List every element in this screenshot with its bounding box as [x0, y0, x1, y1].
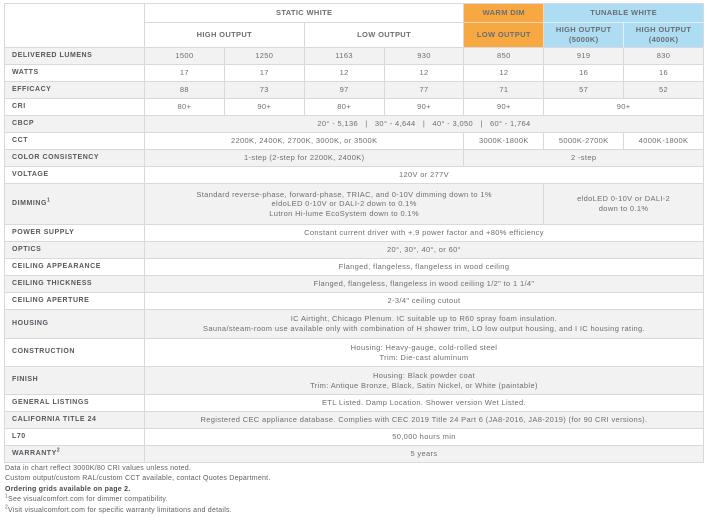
- row-label: CEILING APERTURE: [5, 293, 145, 310]
- spec-value-merged: 2-3/4" ceiling cutout: [145, 293, 704, 310]
- spec-value-merged: 2200K, 2400K, 2700K, 3000K, or 3500K: [145, 133, 464, 150]
- col-high-output-4000k-line2: (4000K): [648, 35, 679, 44]
- group-static-white: STATIC WHITE: [145, 4, 464, 23]
- spec-value-merged: 5 years: [145, 446, 704, 463]
- spec-row-optics: [5, 242, 704, 259]
- spec-value: 17: [145, 65, 225, 82]
- col-high-output-5000k: [544, 23, 624, 48]
- dimming-line: Standard reverse-phase, forward-phase, TRIAC, and 0-10V dimming down to 1%: [196, 189, 492, 199]
- spec-value: 850: [464, 48, 544, 65]
- spec-value: 830: [624, 48, 704, 65]
- spec-value: 80+: [305, 99, 385, 116]
- spec-value: 5000K-2700K: [544, 133, 624, 150]
- spec-row-efficacy: [5, 82, 704, 99]
- row-label: HOUSING: [5, 310, 145, 339]
- spec-value: 88: [145, 82, 225, 99]
- row-label: CALIFORNIA TITLE 24: [5, 412, 145, 429]
- dimming-line: down to 0.1%: [598, 204, 649, 213]
- spec-value-merged: 1-step (2-step for 2200K, 2400K): [145, 150, 464, 167]
- spec-row-general-listings: [5, 395, 704, 412]
- group-tunable-white: TUNABLE WHITE: [544, 4, 704, 23]
- spec-row-voltage: [5, 167, 704, 184]
- spec-value-merged: [145, 310, 704, 339]
- spec-value-merged: Registered CEC appliance database. Complies with CEC 2019 Title 24 Part 6 (JA8-2016, JA8-2019) (for 90 CRI versions).: [145, 412, 704, 429]
- spec-value-merged: ETL Listed. Damp Location. Shower version Wet Listed.: [145, 395, 704, 412]
- row-label: POWER SUPPLY: [5, 225, 145, 242]
- dimming-line: eldoLED 0-10V or DALI-2 down to 0.1%: [271, 199, 417, 209]
- spec-row-l70: [5, 429, 704, 446]
- spec-row-delivered-lumens: [5, 48, 704, 65]
- spec-value: 71: [464, 82, 544, 99]
- row-label: DIMMING$^1$: [5, 184, 145, 225]
- spec-value-merged: 20°, 30°, 40°, or 60°: [145, 242, 704, 259]
- spec-row-cri: [5, 99, 704, 116]
- spec-value: 12: [305, 65, 385, 82]
- footnote-marker: 2: [5, 504, 9, 511]
- finish-line: Housing: Black powder coat: [372, 370, 476, 380]
- spec-row-california-title-24: [5, 412, 704, 429]
- spec-value: 4000K-1800K: [624, 133, 704, 150]
- row-label: COLOR CONSISTENCY: [5, 150, 145, 167]
- spec-value-merged: 20° - 5,136 | 30° - 4,644 | 40° - 3,050 | 60° - 1,764: [145, 116, 704, 133]
- spec-value: 90+: [464, 99, 544, 116]
- dimming-line: eldoLED 0-10V or DALI-2: [577, 194, 671, 204]
- row-label: WARRANTY$^2$: [5, 446, 145, 463]
- spec-value-merged: Flanged, flangeless, flangeless in wood ceiling 1/2" to 1 1/4": [145, 276, 704, 293]
- construction-line: Housing: Heavy-gauge, cold-rolled steel: [350, 342, 498, 352]
- spec-row-cct: [5, 133, 704, 150]
- spec-row-power-supply: [5, 225, 704, 242]
- footnote-dimmer-compatibility: $^1$See visualcomfort.com for dimmer compatibility.: [5, 493, 168, 504]
- spec-value-merged: Constant current driver with +.9 power factor and +80% efficiency: [145, 225, 704, 242]
- footnote-warranty-details: $^2$Visit visualcomfort.com for specific warranty limitations and details.: [5, 504, 232, 514]
- row-label: CONSTRUCTION: [5, 339, 145, 367]
- spec-value-merged: [544, 184, 704, 225]
- row-label: GENERAL LISTINGS: [5, 395, 145, 412]
- spec-value: 930: [385, 48, 465, 65]
- col-high-output-5000k-line1: HIGH OUTPUT: [555, 25, 612, 35]
- spec-value-merged: [145, 339, 704, 367]
- spec-value: 90+: [385, 99, 465, 116]
- spec-value: 57: [544, 82, 624, 99]
- footnote-marker: 2: [56, 447, 61, 454]
- col-warm-low-output: LOW OUTPUT: [464, 23, 544, 48]
- row-label: CEILING THICKNESS: [5, 276, 145, 293]
- spec-value: 52: [624, 82, 704, 99]
- spec-row-watts: [5, 65, 704, 82]
- spec-value-merged: 120V or 277V: [145, 167, 704, 184]
- footnote-custom-options: Custom output/custom RAL/custom CCT available, contact Quotes Department.: [5, 475, 271, 483]
- spec-value: 1500: [145, 48, 225, 65]
- spec-row-warranty: [5, 446, 704, 463]
- row-label: CRI: [5, 99, 145, 116]
- footnote-marker: 1: [46, 197, 51, 204]
- spec-value: 90+: [225, 99, 305, 116]
- spec-row-ceiling-aperture: [5, 293, 704, 310]
- spec-value-merged: Flanged, flangeless, flangeless in wood ceiling: [145, 259, 704, 276]
- spec-value: 919: [544, 48, 624, 65]
- housing-line: IC Airtight, Chicago Plenum. IC suitable up to R60 spray foam insulation.: [290, 314, 558, 324]
- product-spec-table: [4, 3, 704, 463]
- group-warm-dim: WARM DIM: [464, 4, 544, 23]
- row-label: CCT: [5, 133, 145, 150]
- finish-line: Trim: Antique Bronze, Black, Satin Nickel, or White (paintable): [310, 380, 538, 390]
- header-row-groups: [5, 4, 704, 23]
- spec-value-merged: [145, 367, 704, 395]
- footnote-data-basis: Data in chart reflect 3000K/80 CRI values unless noted.: [5, 465, 192, 472]
- spec-row-ceiling-thickness: [5, 276, 704, 293]
- spec-value-merged: 90+: [544, 99, 704, 116]
- spec-value: 1250: [225, 48, 305, 65]
- footnotes: [5, 464, 271, 516]
- row-label: CEILING APPEARANCE: [5, 259, 145, 276]
- spec-row-cbcp: [5, 116, 704, 133]
- dimming-line: Lutron Hi-lume EcoSystem down to 0.1%: [269, 208, 419, 218]
- spec-row-construction: [5, 339, 704, 367]
- col-low-output: LOW OUTPUT: [305, 23, 465, 48]
- spec-row-housing: [5, 310, 704, 339]
- row-label: L70: [5, 429, 145, 446]
- spec-value: 12: [385, 65, 465, 82]
- spec-value: 77: [385, 82, 465, 99]
- spec-value: 73: [225, 82, 305, 99]
- spec-row-finish: [5, 367, 704, 395]
- housing-line: Sauna/steam-room use available only with combination of H shower trim, LO low output housing, and I IC housing rating.: [203, 324, 645, 333]
- spec-value: 16: [624, 65, 704, 82]
- spec-value: 80+: [145, 99, 225, 116]
- col-high-output-5000k-line2: (5000K): [568, 35, 599, 44]
- row-label: CBCP: [5, 116, 145, 133]
- spec-value: 12: [464, 65, 544, 82]
- construction-line: Trim: Die-cast aluminum: [379, 352, 469, 362]
- row-label: DELIVERED LUMENS: [5, 48, 145, 65]
- row-label: EFFICACY: [5, 82, 145, 99]
- col-high-output-4000k-line1: HIGH OUTPUT: [635, 25, 692, 35]
- col-high-output-4000k: [624, 23, 704, 48]
- spec-row-ceiling-appearance: [5, 259, 704, 276]
- corner-cell: [5, 4, 145, 48]
- col-high-output: HIGH OUTPUT: [145, 23, 305, 48]
- spec-value: 1163: [305, 48, 385, 65]
- spec-row-color-consistency: [5, 150, 704, 167]
- row-label: WATTS: [5, 65, 145, 82]
- spec-value-merged: 2 -step: [464, 150, 704, 167]
- spec-value-merged: [145, 184, 544, 225]
- row-label: OPTICS: [5, 242, 145, 259]
- spec-value: 97: [305, 82, 385, 99]
- spec-value: 16: [544, 65, 624, 82]
- spec-value-merged: 50,000 hours min: [145, 429, 704, 446]
- spec-value: 17: [225, 65, 305, 82]
- spec-value: 3000K-1800K: [464, 133, 544, 150]
- spec-row-dimming: [5, 184, 704, 225]
- row-label: FINISH: [5, 367, 145, 395]
- footnote-marker: 1: [5, 493, 9, 500]
- row-label: VOLTAGE: [5, 167, 145, 184]
- footnote-ordering-grids: Ordering grids available on page 2.: [5, 485, 131, 493]
